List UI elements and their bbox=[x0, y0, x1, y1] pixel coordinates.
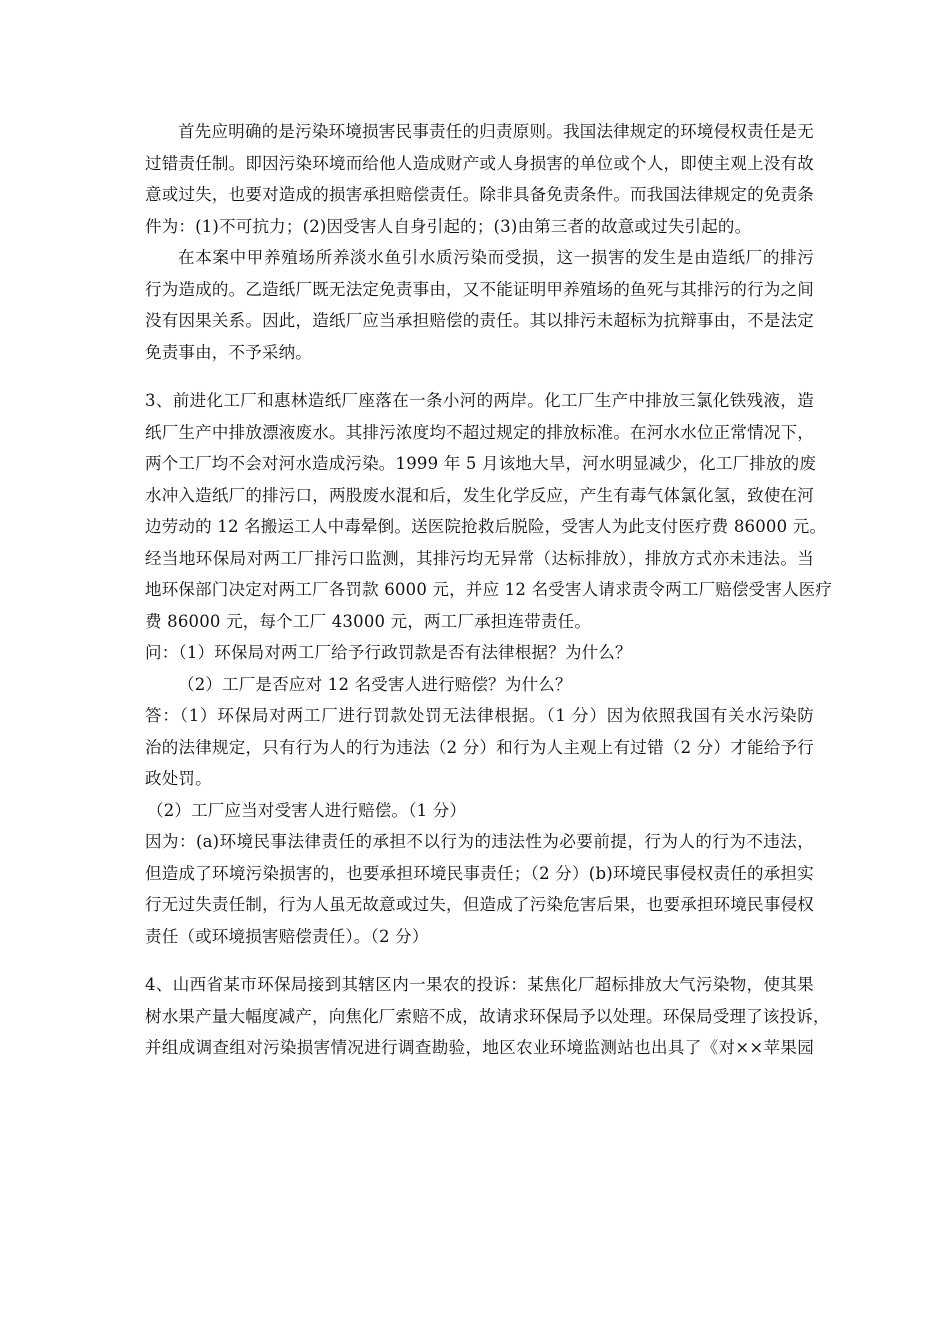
text-line: 4、山西省某市环保局接到其辖区内一果农的投诉：某焦化厂超标排放大气污染物，使其果 bbox=[145, 975, 814, 994]
paragraph-liability-principle bbox=[145, 116, 814, 242]
text-line: 答：（1）环保局对两工厂进行罚款处罚无法律根据。（1 分）因为依照我国有关水污染防 bbox=[145, 706, 814, 725]
text-line: 纸厂生产中排放漂液废水。其排污浓度均不超过规定的排放标准。在河水水位正常情况下， bbox=[145, 422, 814, 442]
text-line: 树水果产量大幅度减产，向焦化厂索赔不成，故请求环保局予以处理。环保局受理了该投诉， bbox=[145, 1006, 830, 1026]
paragraph-case-3 bbox=[145, 385, 833, 637]
text-line: 两个工厂均不会对河水造成污染。1999 年 5 月该地大旱，河水明显减少，化工厂排放的废 bbox=[145, 454, 817, 473]
text-line: 费 86000 元，每个工厂 43000 元，两工厂承担连带责任。 bbox=[145, 611, 592, 631]
text-line: 政处罚。 bbox=[145, 769, 212, 788]
text-line: （2）工厂是否应对 12 名受害人进行赔偿？为什么？ bbox=[178, 674, 572, 694]
text-line: 行为造成的。乙造纸厂既无法定免责事由，又不能证明甲养殖场的鱼死与其排污的行为之间 bbox=[145, 279, 814, 299]
answer-2 bbox=[145, 795, 814, 827]
text-line: 并组成调查组对污染损害情况进行调查勘验，地区农业环境监测站也出具了《对××苹果园 bbox=[145, 1038, 814, 1057]
text-line: 在本案中甲养殖场所养淡水鱼引水质污染而受损，这一损害的发生是由造纸厂的排污 bbox=[178, 248, 814, 267]
question-2 bbox=[145, 669, 814, 701]
text-line: 免责事由，不予采纳。 bbox=[145, 342, 312, 362]
text-line: 治的法律规定，只有行为人的行为违法（2 分）和行为人主观上有过错（2 分）才能给予行 bbox=[145, 737, 814, 757]
spacer bbox=[145, 368, 814, 385]
text-line: 意或过失，也要对造成的损害承担赔偿责任。除非具备免责条件。而我国法律规定的免责条 bbox=[145, 185, 814, 204]
question-1 bbox=[145, 637, 814, 669]
text-line: 问：（1）环保局对两工厂给予行政罚款是否有法律根据？为什么？ bbox=[145, 643, 632, 662]
answer-2-reason bbox=[145, 826, 814, 952]
text-line: 3、前进化工厂和惠林造纸厂座落在一条小河的两岸。化工厂生产中排放三氯化铁残液，造 bbox=[145, 391, 814, 410]
text-line: 没有因果关系。因此，造纸厂应当承担赔偿的责任。其以排污未超标为抗辩事由，不是法定 bbox=[145, 311, 814, 330]
text-line: 过错责任制。即因污染环境而给他人造成财产或人身损害的单位或个人，即使主观上没有故 bbox=[145, 153, 814, 173]
text-line: 责任（或环境损害赔偿责任）。（2 分） bbox=[145, 926, 429, 946]
text-line: 边劳动的 12 名搬运工人中毒晕倒。送医院抢救后脱险，受害人为此支付医疗费 86000 元。 bbox=[145, 517, 827, 536]
text-line: （2）工厂应当对受害人进行赔偿。（1 分） bbox=[147, 800, 467, 820]
answer-1 bbox=[145, 700, 814, 795]
text-line: 行无过失责任制，行为人虽无故意或过失，但造成了污染危害后果，也要承担环境民事侵权 bbox=[145, 895, 814, 914]
spacer bbox=[145, 952, 814, 969]
paragraph-case-4 bbox=[145, 969, 830, 1064]
text-line: 经当地环保局对两工厂排污口监测，其排污均无异常（达标排放），排放方式亦未违法。当 bbox=[145, 548, 814, 568]
text-line: 地环保部门决定对两工厂各罚款 6000 元，并应 12 名受害人请求责令两工厂赔偿受害人医疗 bbox=[145, 580, 833, 599]
text-line: 水冲入造纸厂的排污口，两股废水混和后，发生化学反应，产生有毒气体氯化氢，致使在河 bbox=[145, 485, 814, 505]
text-line: 但造成了环境污染损害的，也要承担环境民事责任；（2 分）(b)环境民事侵权责任的承担实 bbox=[145, 863, 814, 883]
text-line: 因为：(a)环境民事法律责任的承担不以行为的违法性为必要前提，行为人的行为不违法， bbox=[145, 832, 814, 851]
text-line: 首先应明确的是污染环境损害民事责任的归责原则。我国法律规定的环境侵权责任是无 bbox=[178, 122, 814, 141]
text-line: 件为：(1)不可抗力；(2)因受害人自身引起的；(3)由第三者的故意或过失引起的。 bbox=[145, 216, 752, 236]
paragraph-case-analysis bbox=[145, 242, 814, 368]
